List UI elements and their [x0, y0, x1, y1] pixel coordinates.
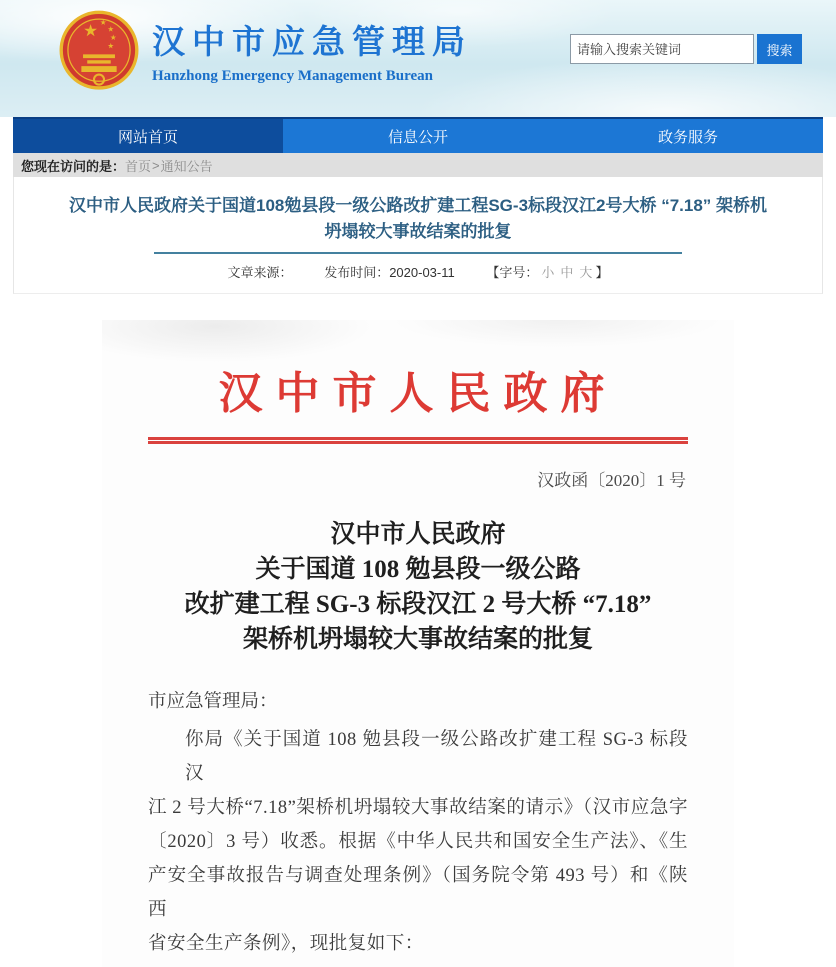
site-header [0, 0, 836, 117]
publish-time-label: 发布时间： [324, 265, 390, 280]
letterhead-divider [148, 437, 688, 444]
document-paragraph [148, 723, 688, 961]
title-divider [154, 252, 682, 254]
page-title-line1: 汉中市人民政府关于国道108勉县段一级公路改扩建工程SG-3标段汉江2号大桥 “7.18” 架桥机 [68, 196, 768, 215]
font-size-medium-button[interactable]: 中 [560, 265, 574, 280]
document-letterhead: 汉中市人民政府 [218, 369, 618, 418]
document-salutation: 市应急管理局： [148, 692, 278, 712]
publish-time-value: 2020-03-11 [389, 265, 455, 280]
page-title [34, 193, 802, 245]
paragraph-line: 你局《关于国道 108 勉县段一级公路改扩建工程 SG-3 标段汉 [185, 730, 688, 784]
search-button[interactable]: 搜索 [757, 34, 802, 64]
font-size-small-button[interactable]: 小 [541, 265, 555, 280]
paragraph-line: 〔2020〕3 号）收悉。根据《中华人民共和国安全生产法》、《生 [148, 832, 688, 852]
document-title-line2: 关于国道 108 勉县段一级公路 [255, 556, 581, 583]
article-source-label: 文章来源： [227, 265, 293, 280]
site-title-block [152, 16, 472, 85]
site-subtitle: Hanzhong Emergency Management Burean [152, 68, 433, 84]
breadcrumb-link-home[interactable]: 首页 [125, 158, 152, 174]
font-size-controls [486, 262, 608, 281]
breadcrumb-label: 您现在访问的是： [21, 158, 126, 174]
paragraph-line: 江 2 号大桥“7.18”架桥机坍塌较大事故结案的请示》（汉市应急字 [148, 798, 688, 818]
font-size-suffix: 】 [595, 265, 609, 280]
page-title-line2: 坍塌较大事故结案的批复 [324, 222, 512, 241]
document-scan-area [0, 294, 836, 967]
article-header-box [13, 177, 823, 294]
search-input[interactable] [570, 34, 754, 64]
font-size-prefix: 【字号： [486, 265, 539, 280]
paragraph-line: 省安全生产条例》，现批复如下： [148, 934, 424, 954]
official-document-paper [102, 320, 734, 967]
article-meta [34, 262, 802, 281]
breadcrumb-link-notices[interactable]: 通知公告 [160, 158, 213, 174]
national-emblem-logo [57, 8, 141, 94]
document-number: 汉政函〔2020〕1 号 [537, 471, 686, 490]
main-nav [13, 117, 823, 153]
document-title-line4: 架桥机坍塌较大事故结案的批复 [242, 626, 593, 653]
document-title-line1: 汉中市人民政府 [330, 521, 506, 548]
paragraph-line: 产安全事故报告与调查处理条例》（国务院令第 493 号）和《陕西 [148, 866, 688, 920]
document-title-line3: 改扩建工程 SG-3 标段汉江 2 号大桥 “7.18” [184, 591, 652, 618]
font-size-large-button[interactable]: 大 [579, 265, 593, 280]
nav-tab-info-disclosure[interactable]: 信息公开 [387, 128, 448, 146]
nav-tab-home[interactable]: 网站首页 [13, 119, 283, 153]
nav-tab-gov-services[interactable]: 政务服务 [657, 128, 718, 146]
breadcrumb-separator: > [152, 157, 160, 173]
breadcrumb [13, 153, 823, 177]
publish-time [324, 262, 455, 281]
search-area [570, 34, 802, 64]
document-title [148, 517, 688, 657]
site-title: 汉中市应急管理局 [152, 23, 472, 60]
